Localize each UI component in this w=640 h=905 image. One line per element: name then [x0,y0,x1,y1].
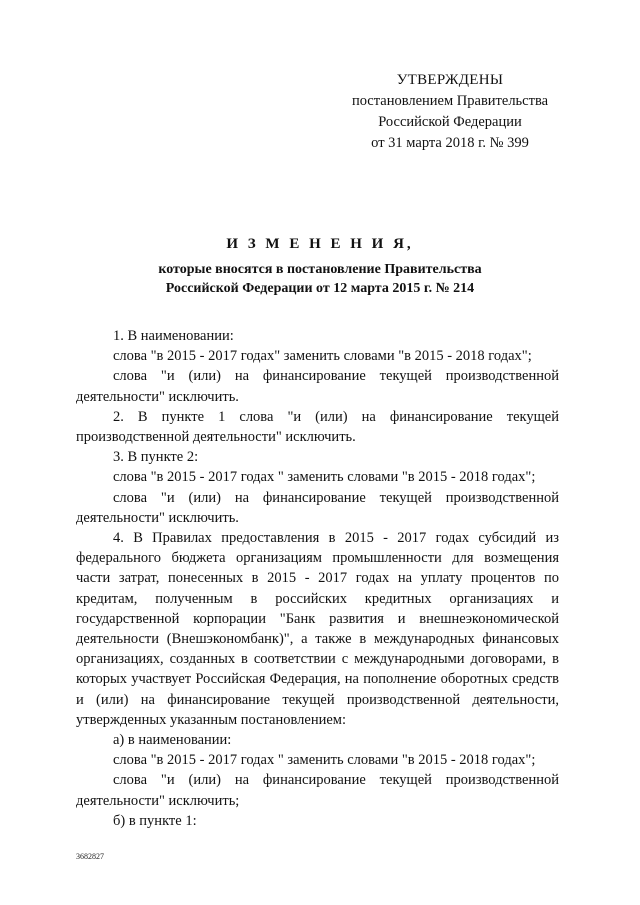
paragraph-8: 4. В Правилах предоставления в 2015 - 2017 годах субсидий из федерального бюджета организациям промышленности для возмещения части затрат, понесенных в 2015 - 2017 годах на уплату процентов по кредитам, полученным в российских кредитных организациях и государственной корпорации "Банк развития и внешнеэкономической деятельности (Внешэкономбанк)", а также в международных финансовых организациях, созданных в соответствии с международными договорами, в которых участвует Российская Федерация, на пополнение оборотных средств и (или) на финансирование текущей производственной деятельности, утвержденных указанным постановлением: [76,530,559,728]
paragraph-2: слова "в 2015 - 2017 годах" заменить словами "в 2015 - 2018 годах"; [113,348,532,365]
document-heading [76,234,564,298]
approval-line-2: постановлением Правительства [351,93,549,109]
paragraph-6: слова "в 2015 - 2017 годах " заменить словами "в 2015 - 2018 годах"; [113,469,536,486]
document-title: И З М Е Н Е Н И Я, [226,236,414,252]
paragraph-12: б) в пункте 1: [113,812,197,829]
paragraph-11: слова "и (или) на финансирование текущей производственной деятельности" исключить; [76,772,559,809]
approval-title: УТВЕРЖДЕНЫ [396,72,504,88]
paragraph-9: а) в наименовании: [113,732,232,749]
document-subtitle-line-2: Российской Федерации от 12 марта 2015 г. № 214 [165,281,475,296]
document-body [76,326,559,831]
paragraph-5: 3. В пункте 2: [113,449,199,466]
paragraph-10: слова "в 2015 - 2017 годах " заменить словами "в 2015 - 2018 годах"; [113,752,536,769]
approval-line-3: Российской Федерации [378,114,522,130]
approval-line-4: от 31 марта 2018 г. № 399 [371,135,529,151]
document-subtitle-line-1: которые вносятся в постановление Правительства [158,262,482,277]
paragraph-4: 2. В пункте 1 слова "и (или) на финансирование текущей производственной деятельности" исключить. [76,408,559,446]
paragraph-7: слова "и (или) на финансирование текущей производственной деятельности" исключить. [76,489,559,526]
approval-stamp [340,70,560,154]
paragraph-3: слова "и (или) на финансирование текущей производственной деятельности" исключить. [76,368,559,405]
paragraph-1: 1. В наименовании: [113,328,234,344]
document-code: 3682827 [76,852,104,861]
